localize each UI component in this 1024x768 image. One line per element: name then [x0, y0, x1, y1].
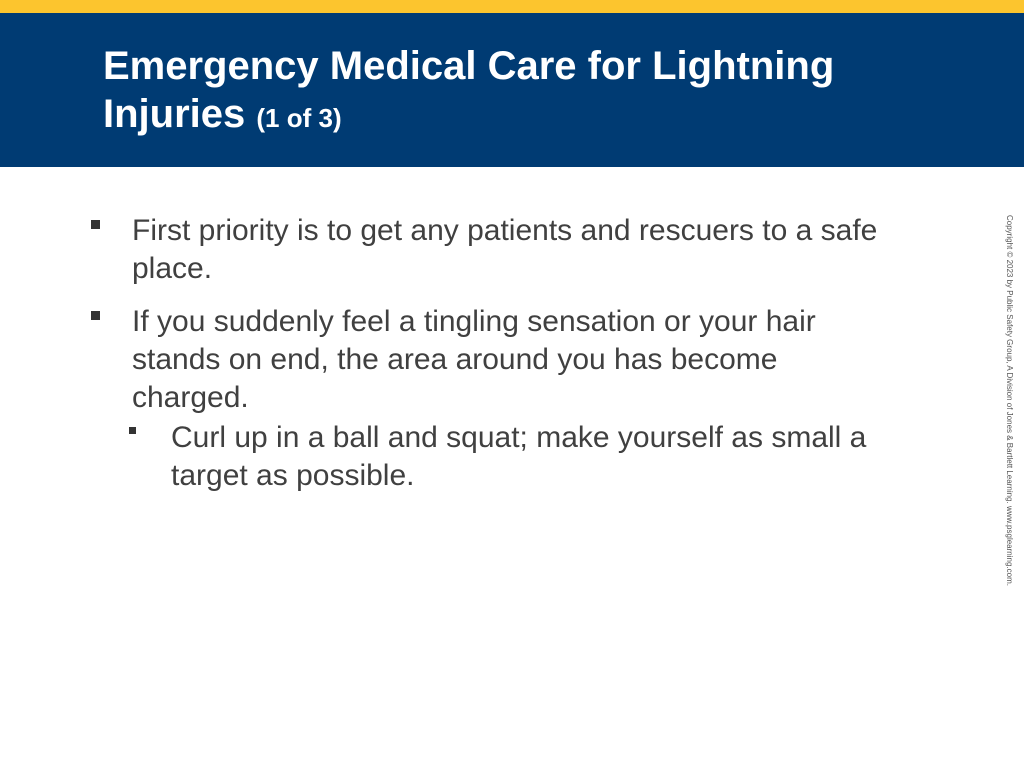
bullet-item: First priority is to get any patients and rescuers to a safe place.	[132, 214, 878, 285]
copyright-notice: Copyright © 2023 by Public Safety Group, A Division of Jones & Bartlett Learning. www.psglearning.com.	[1005, 215, 1014, 586]
bullet-marker	[91, 311, 100, 320]
sub-bullet-marker	[129, 427, 136, 434]
bullet-item: If you suddenly feel a tingling sensation or your hair stands on end, the area around you has become charged.	[132, 305, 816, 414]
bullet-marker	[91, 220, 100, 229]
slide-title-text: Emergency Medical Care for Lightning Injuries	[103, 44, 835, 136]
slide-counter: (1 of 3)	[256, 103, 342, 133]
sub-bullet-item: Curl up in a ball and squat; make yourself as small a target as possible.	[171, 421, 867, 492]
